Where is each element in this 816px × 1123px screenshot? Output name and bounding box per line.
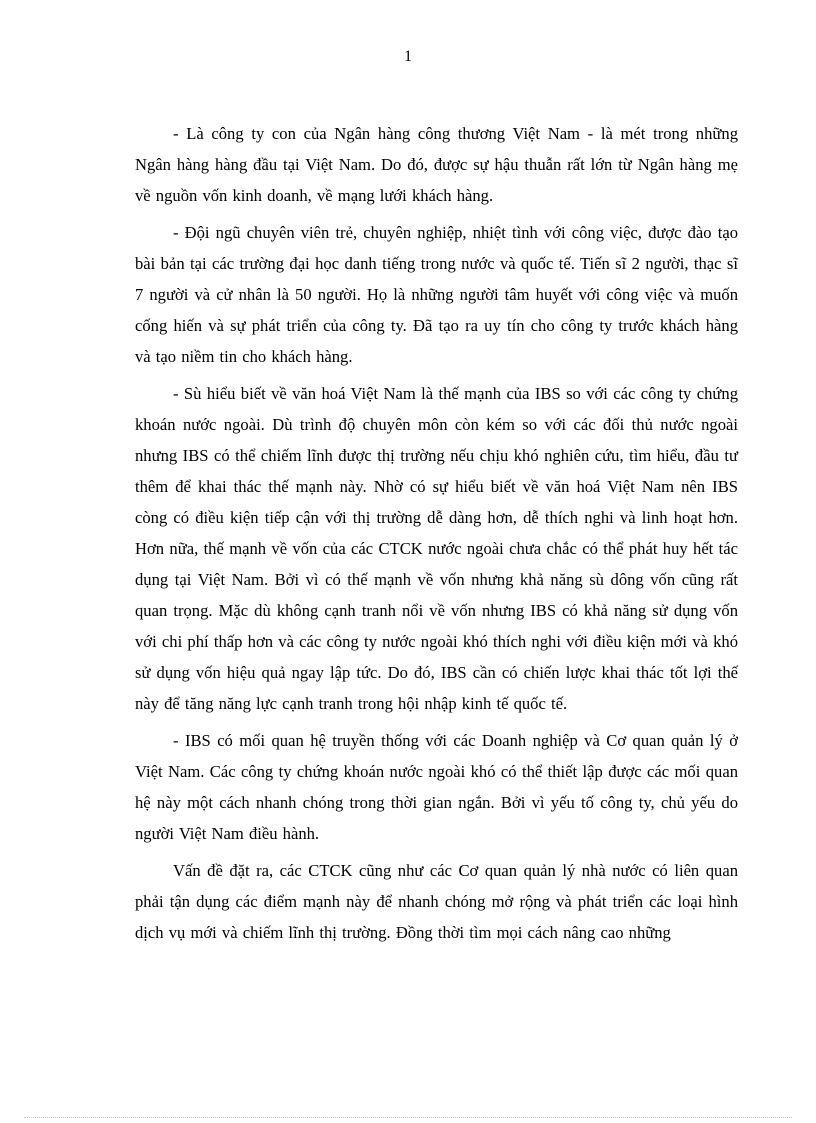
paragraph-parent-bank: - Là công ty con của Ngân hàng công thương Việt Nam - là mét trong những Ngân hàng hàng đầu tại Việt Nam. Do đó, được sự hậu thuẫn rất lớn từ Ngân hàng mẹ về nguồn vốn kinh doanh, về mạng lưới khách hàng. (135, 124, 738, 205)
paragraph-staff: - Đội ngũ chuyên viên trẻ, chuyên nghiệp, nhiệt tình với công việc, được đào tạo bài bản tại các trường đại học danh tiếng trong nước và quốc tế. Tiến sĩ 2 người, thạc sĩ 7 người và cử nhân là 50 người. Họ là những người tâm huyết với công việc và muốn cống hiến và sự phát triển của công ty. Đã tạo ra uy tín cho công ty trước khách hàng và tạo niềm tin cho khách hàng. (135, 223, 738, 366)
document-body (135, 118, 738, 954)
page-bottom-rule (24, 1117, 792, 1118)
paragraph-culture: - Sù hiểu biết về văn hoá Việt Nam là thế mạnh của IBS so với các công ty chứng khoán nước ngoài. Dù trình độ chuyên môn còn kém so với các đối thủ nước ngoài nhưng IBS có thể chiếm lĩnh được thị trường nếu chịu khó nghiên cứu, tìm hiểu, đầu tư thêm để khai thác thế mạnh này. Nhờ có sự hiểu biết về văn hoá Việt Nam nên IBS còng có điều kiện tiếp cận với thị trường dễ dàng hơn, dễ thích nghi và linh hoạt hơn. Hơn nữa, thế mạnh về vốn của các CTCK nước ngoài chưa chắc có thể phát huy hết tác dụng tại Việt Nam. Bởi vì có thế mạnh về vốn nhưng khả năng sù dông vốn cũng rất quan trọng. Mặc dù không cạnh tranh nổi về vốn nhưng IBS có khả năng sử dụng vốn với chi phí thấp hơn và các công ty nước ngoài khó thích nghi với điều kiện mới và khó sử dụng vốn hiệu quả ngay lập tức. Do đó, IBS cần có chiến lược khai thác tốt lợi thế này để tăng năng lực cạnh tranh trong hội nhập kinh tế quốc tế. (135, 384, 738, 713)
paragraph-relations: - IBS có mối quan hệ truyền thống với các Doanh nghiệp và Cơ quan quản lý ở Việt Nam. Các công ty chứng khoán nước ngoài khó có thể thiết lập được các mối quan hệ này một cách nhanh chóng trong thời gian ngắn. Bởi vì yếu tố công ty, chủ yếu do người Việt Nam điều hành. (135, 731, 738, 843)
page-number: 1 (404, 48, 412, 65)
paragraph-issue: Vấn đề đặt ra, các CTCK cũng như các Cơ quan quản lý nhà nước có liên quan phải tận dụng các điểm mạnh này để nhanh chóng mở rộng và phát triển các loại hình dịch vụ mới và chiếm lĩnh thị trường. Đồng thời tìm mọi cách nâng cao những (135, 861, 738, 942)
